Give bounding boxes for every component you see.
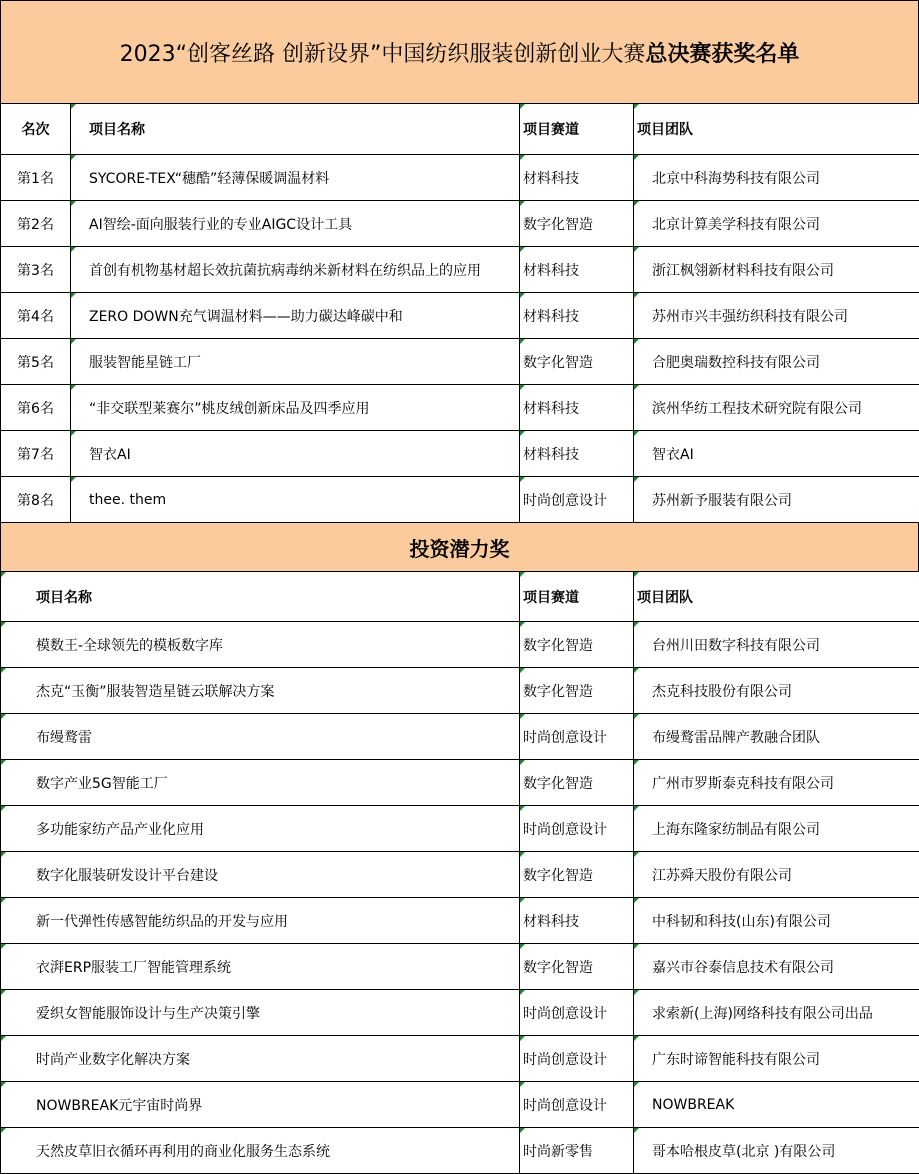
project-name-cell: 新一代弹性传感智能纺织品的开发与应用 bbox=[1, 898, 520, 944]
team-cell: 北京中科海势科技有限公司 bbox=[634, 155, 919, 201]
section-title-investment-award: 投资潜力奖 bbox=[0, 522, 919, 572]
rank-cell: 第5名 bbox=[1, 339, 71, 385]
track-cell: 时尚创意设计 bbox=[520, 806, 634, 852]
project-name-cell: 衣湃ERP服装工厂智能管理系统 bbox=[1, 944, 520, 990]
table-row bbox=[1, 806, 919, 852]
project-name-cell: “非交联型莱赛尔”桃皮绒创新床品及四季应用 bbox=[71, 385, 520, 431]
rank-cell: 第6名 bbox=[1, 385, 71, 431]
team-cell: 中科韧和科技(山东)有限公司 bbox=[634, 898, 919, 944]
team-cell: 浙江枫翎新材料科技有限公司 bbox=[634, 247, 919, 293]
track-cell: 数字化智造 bbox=[520, 944, 634, 990]
team-cell: 合肥奥瑞数控科技有限公司 bbox=[634, 339, 919, 385]
track-cell: 材料科技 bbox=[520, 155, 634, 201]
project-name-cell: NOWBREAK元宇宙时尚界 bbox=[1, 1082, 520, 1128]
table-row bbox=[1, 477, 919, 523]
team-cell: 求索新(上海)网络科技有限公司出品 bbox=[634, 990, 919, 1036]
project-name-cell: 杰克“玉衡”服装智造星链云联解决方案 bbox=[1, 668, 520, 714]
table-row bbox=[1, 668, 919, 714]
title-emphasis: 总决赛获奖名单 bbox=[645, 41, 800, 67]
team-cell: 广东时谛智能科技有限公司 bbox=[634, 1036, 919, 1082]
team-cell: 广州市罗斯泰克科技有限公司 bbox=[634, 760, 919, 806]
table-row bbox=[1, 852, 919, 898]
rank-cell: 第2名 bbox=[1, 201, 71, 247]
project-name-cell: 首创有机物基材超长效抗菌抗病毒纳米新材料在纺织品上的应用 bbox=[71, 247, 520, 293]
track-cell: 数字化智造 bbox=[520, 339, 634, 385]
project-name-cell: 数字产业5G智能工厂 bbox=[1, 760, 520, 806]
table-row bbox=[1, 293, 919, 339]
header-track: 项目赛道 bbox=[520, 104, 634, 155]
project-name-cell: 爱织女智能服饰设计与生产决策引擎 bbox=[1, 990, 520, 1036]
team-cell: 苏州市兴丰强纺织科技有限公司 bbox=[634, 293, 919, 339]
project-name-cell: AI智绘-面向服装行业的专业AIGC设计工具 bbox=[71, 201, 520, 247]
team-cell: NOWBREAK bbox=[634, 1082, 919, 1128]
main-awards-table bbox=[0, 103, 919, 523]
track-cell: 材料科技 bbox=[520, 385, 634, 431]
track-cell: 时尚新零售 bbox=[520, 1128, 634, 1174]
project-name-cell: 智衣AI bbox=[71, 431, 520, 477]
team-cell: 杰克科技股份有限公司 bbox=[634, 668, 919, 714]
header-team: 项目团队 bbox=[634, 572, 919, 622]
header-rank: 名次 bbox=[1, 104, 71, 155]
team-cell: 北京计算美学科技有限公司 bbox=[634, 201, 919, 247]
table-row bbox=[1, 247, 919, 293]
investment-award-table bbox=[0, 571, 919, 1174]
track-cell: 时尚创意设计 bbox=[520, 1036, 634, 1082]
table-row bbox=[1, 1036, 919, 1082]
table-row bbox=[1, 760, 919, 806]
track-cell: 数字化智造 bbox=[520, 852, 634, 898]
title-prefix: 2023“创客丝路 创新设界”中国纺织服装创新创业大赛 bbox=[119, 41, 646, 67]
track-cell: 材料科技 bbox=[520, 431, 634, 477]
team-cell: 滨州华纺工程技术研究院有限公司 bbox=[634, 385, 919, 431]
table-row bbox=[1, 1082, 919, 1128]
track-cell: 数字化智造 bbox=[520, 622, 634, 668]
table-row bbox=[1, 385, 919, 431]
project-name-cell: 多功能家纺产品产业化应用 bbox=[1, 806, 520, 852]
rank-cell: 第8名 bbox=[1, 477, 71, 523]
project-name-cell: 数字化服装研发设计平台建设 bbox=[1, 852, 520, 898]
track-cell: 数字化智造 bbox=[520, 201, 634, 247]
project-name-cell: SYCORE-TEX“穗酷”轻薄保暖调温材料 bbox=[71, 155, 520, 201]
track-cell: 时尚创意设计 bbox=[520, 714, 634, 760]
table-header-row bbox=[1, 104, 919, 155]
team-cell: 台州川田数字科技有限公司 bbox=[634, 622, 919, 668]
track-cell: 数字化智造 bbox=[520, 760, 634, 806]
header-project-name: 项目名称 bbox=[71, 104, 520, 155]
project-name-cell: 天然皮草旧衣循环再利用的商业化服务生态系统 bbox=[1, 1128, 520, 1174]
track-cell: 材料科技 bbox=[520, 247, 634, 293]
table-row bbox=[1, 714, 919, 760]
table-row bbox=[1, 990, 919, 1036]
track-cell: 时尚创意设计 bbox=[520, 477, 634, 523]
team-cell: 江苏舜天股份有限公司 bbox=[634, 852, 919, 898]
team-cell: 上海东隆家纺制品有限公司 bbox=[634, 806, 919, 852]
project-name-cell: 模数王-全球领先的模板数字库 bbox=[1, 622, 520, 668]
track-cell: 材料科技 bbox=[520, 898, 634, 944]
header-project-name: 项目名称 bbox=[1, 572, 520, 622]
track-cell: 材料科技 bbox=[520, 293, 634, 339]
table-row bbox=[1, 622, 919, 668]
rank-cell: 第1名 bbox=[1, 155, 71, 201]
rank-cell: 第3名 bbox=[1, 247, 71, 293]
team-cell: 苏州新予服装有限公司 bbox=[634, 477, 919, 523]
page-title bbox=[0, 0, 919, 104]
team-cell: 布缦鹜雷品牌产教融合团队 bbox=[634, 714, 919, 760]
project-name-cell: 时尚产业数字化解决方案 bbox=[1, 1036, 520, 1082]
table-row bbox=[1, 155, 919, 201]
table-row bbox=[1, 1128, 919, 1174]
table-row bbox=[1, 339, 919, 385]
project-name-cell: ZERO DOWN充气调温材料——助力碳达峰碳中和 bbox=[71, 293, 520, 339]
track-cell: 数字化智造 bbox=[520, 668, 634, 714]
project-name-cell: 布缦鹜雷 bbox=[1, 714, 520, 760]
table-header-row bbox=[1, 572, 919, 622]
team-cell: 智衣AI bbox=[634, 431, 919, 477]
rank-cell: 第7名 bbox=[1, 431, 71, 477]
table-row bbox=[1, 431, 919, 477]
project-name-cell: thee. them bbox=[71, 477, 520, 523]
header-team: 项目团队 bbox=[634, 104, 919, 155]
table-row bbox=[1, 898, 919, 944]
track-cell: 时尚创意设计 bbox=[520, 1082, 634, 1128]
track-cell: 时尚创意设计 bbox=[520, 990, 634, 1036]
team-cell: 嘉兴市谷泰信息技术有限公司 bbox=[634, 944, 919, 990]
table-row bbox=[1, 944, 919, 990]
team-cell: 哥本哈根皮草(北京 )有限公司 bbox=[634, 1128, 919, 1174]
table-row bbox=[1, 201, 919, 247]
header-track: 项目赛道 bbox=[520, 572, 634, 622]
rank-cell: 第4名 bbox=[1, 293, 71, 339]
project-name-cell: 服装智能星链工厂 bbox=[71, 339, 520, 385]
